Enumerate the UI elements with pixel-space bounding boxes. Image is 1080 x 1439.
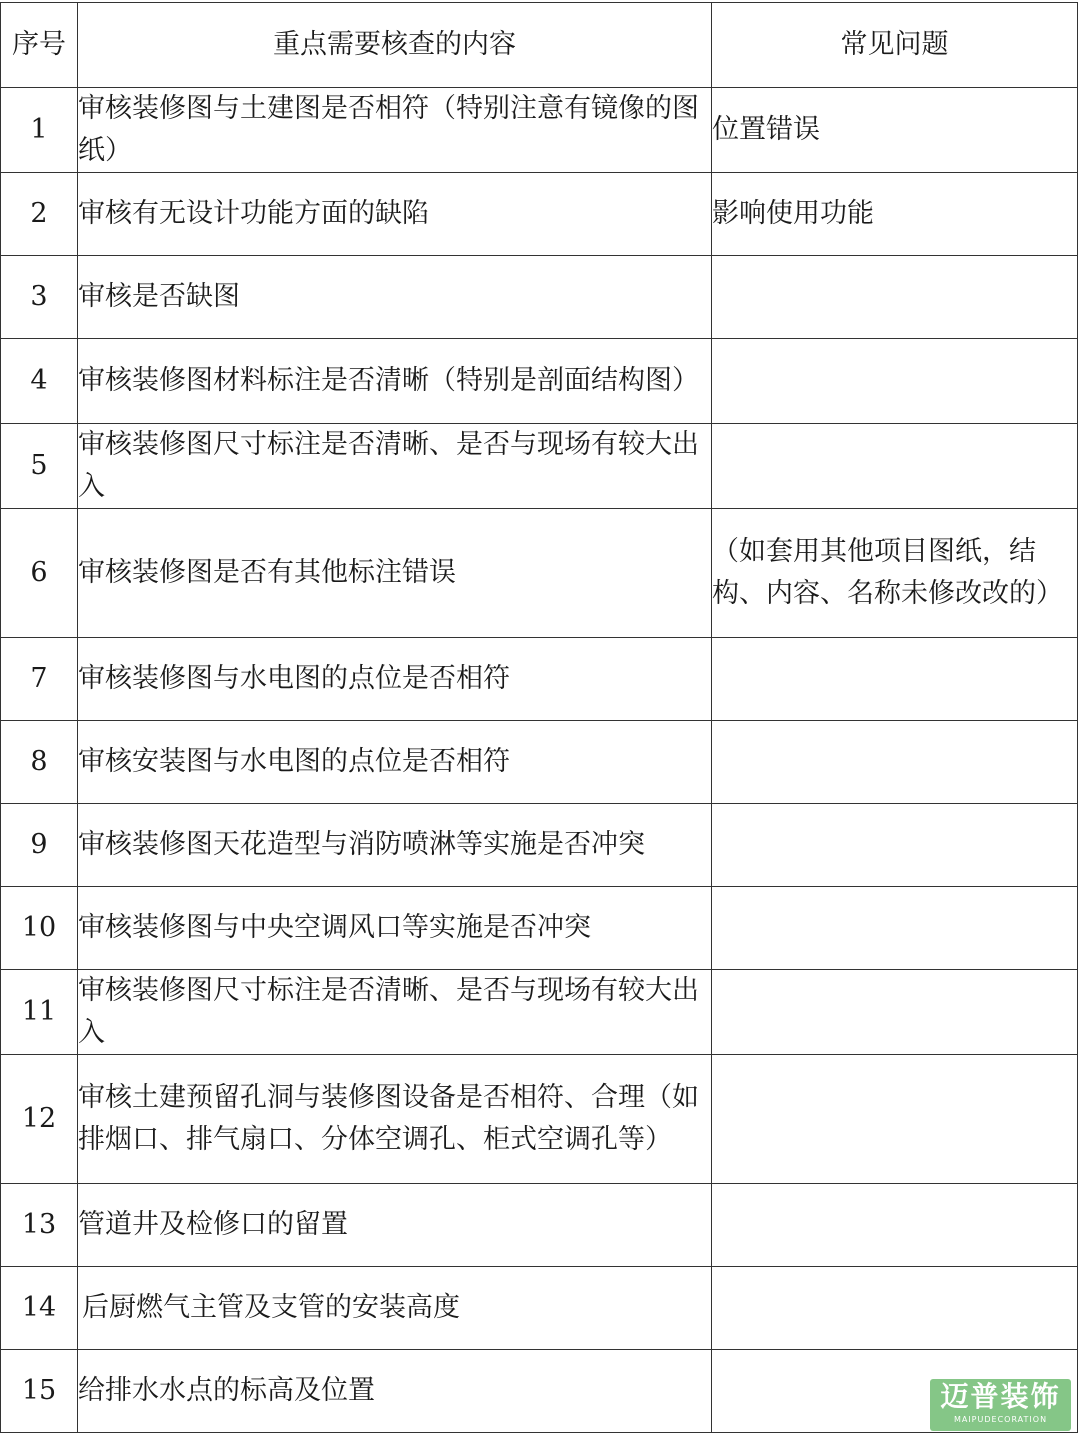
row-content: 审核装修图材料标注是否清晰（特别是剖面结构图）	[78, 339, 712, 424]
row-issue	[712, 970, 1078, 1055]
table-row	[1, 88, 1078, 173]
header-issue: 常见问题	[712, 3, 1078, 88]
row-number: 4	[1, 339, 78, 424]
table-row	[1, 887, 1078, 970]
row-content: 审核装修图与水电图的点位是否相符	[78, 638, 712, 721]
row-issue	[712, 887, 1078, 970]
row-number: 6	[1, 509, 78, 638]
row-number: 10	[1, 887, 78, 970]
row-content: 审核有无设计功能方面的缺陷	[78, 173, 712, 256]
row-number: 12	[1, 1055, 78, 1184]
brand-watermark	[930, 1379, 1071, 1431]
row-issue	[712, 1184, 1078, 1267]
row-content: 给排水水点的标高及位置	[78, 1350, 712, 1433]
table-row	[1, 804, 1078, 887]
row-content: 审核装修图尺寸标注是否清晰、是否与现场有较大出入	[78, 424, 712, 509]
watermark-subtitle: MAIPUDECORATION	[953, 1415, 1048, 1424]
row-content: 审核是否缺图	[78, 256, 712, 339]
row-issue	[712, 424, 1078, 509]
row-content: 审核装修图与土建图是否相符（特别注意有镜像的图纸）	[78, 88, 712, 173]
row-number: 11	[1, 970, 78, 1055]
row-issue	[712, 638, 1078, 721]
table-row	[1, 1055, 1078, 1184]
header-no: 序号	[1, 3, 78, 88]
row-number: 8	[1, 721, 78, 804]
table-row	[1, 339, 1078, 424]
row-issue: 影响使用功能	[712, 173, 1078, 256]
table-row	[1, 970, 1078, 1055]
row-content: 审核装修图天花造型与消防喷淋等实施是否冲突	[78, 804, 712, 887]
row-content: 审核装修图与中央空调风口等实施是否冲突	[78, 887, 712, 970]
row-content: 后厨燃气主管及支管的安装高度	[78, 1267, 712, 1350]
table-row	[1, 256, 1078, 339]
review-checklist-table	[0, 2, 1078, 1433]
row-content: 管道井及检修口的留置	[78, 1184, 712, 1267]
table-row	[1, 1184, 1078, 1267]
row-content: 审核装修图是否有其他标注错误	[78, 509, 712, 638]
row-number: 7	[1, 638, 78, 721]
row-number: 5	[1, 424, 78, 509]
watermark-brand: 迈普装饰	[940, 1380, 1061, 1413]
row-issue	[712, 1267, 1078, 1350]
table-row	[1, 638, 1078, 721]
row-number: 9	[1, 804, 78, 887]
table-row	[1, 721, 1078, 804]
row-number: 13	[1, 1184, 78, 1267]
row-content: 审核装修图尺寸标注是否清晰、是否与现场有较大出入	[78, 970, 712, 1055]
table-row	[1, 509, 1078, 638]
row-issue: （如套用其他项目图纸，结构、内容、名称未修改改的）	[712, 509, 1078, 638]
row-issue	[712, 256, 1078, 339]
table-row	[1, 424, 1078, 509]
row-issue	[712, 1055, 1078, 1184]
table-row	[1, 1350, 1078, 1433]
row-number: 14	[1, 1267, 78, 1350]
row-content: 审核安装图与水电图的点位是否相符	[78, 721, 712, 804]
table-row	[1, 173, 1078, 256]
row-number: 3	[1, 256, 78, 339]
row-number: 15	[1, 1350, 78, 1433]
row-issue	[712, 721, 1078, 804]
row-number: 1	[1, 88, 78, 173]
row-issue	[712, 339, 1078, 424]
row-content: 审核土建预留孔洞与装修图设备是否相符、合理（如排烟口、排气扇口、分体空调孔、柜式空调孔等）	[78, 1055, 712, 1184]
row-number: 2	[1, 173, 78, 256]
table-header-row	[1, 3, 1078, 88]
row-issue: 位置错误	[712, 88, 1078, 173]
table-row	[1, 1267, 1078, 1350]
row-issue	[712, 804, 1078, 887]
header-content: 重点需要核查的内容	[78, 3, 712, 88]
